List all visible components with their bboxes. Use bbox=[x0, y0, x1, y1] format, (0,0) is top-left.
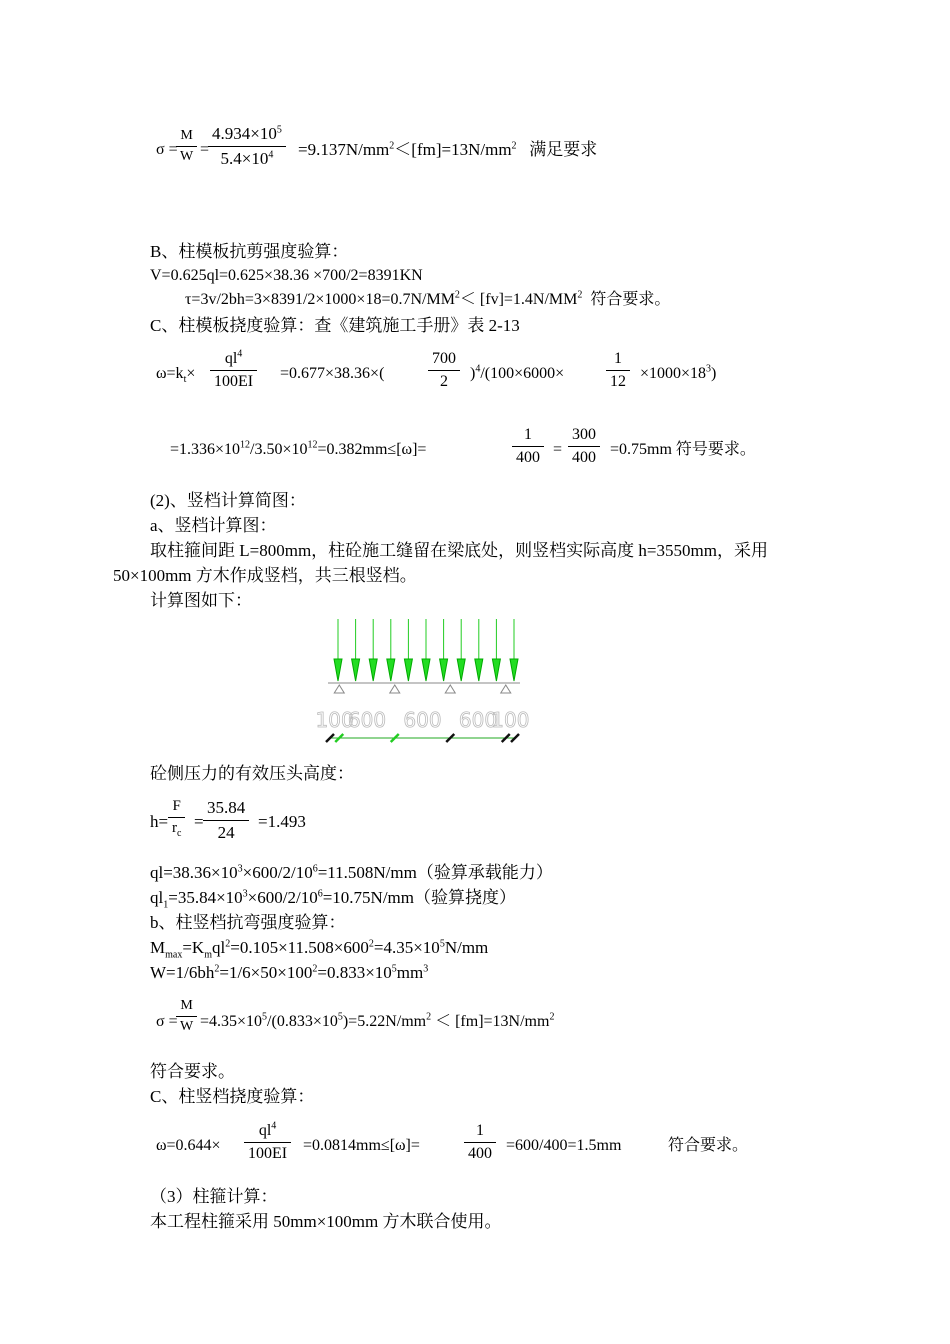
f3-d: =0.75mm 符号要求。 bbox=[610, 441, 756, 458]
line-mmax bbox=[150, 938, 489, 961]
supports bbox=[334, 685, 511, 693]
section-b-line1: V=0.625ql=0.625×38.36 ×700/2=8391KN bbox=[150, 267, 423, 284]
support-triangle bbox=[390, 685, 400, 693]
f5-w: W bbox=[180, 1019, 194, 1034]
f2-n2: 700 bbox=[432, 350, 456, 367]
b-line2-ok: 符合要求。 bbox=[590, 291, 671, 308]
support-triangle bbox=[334, 685, 344, 693]
w1d-exp: 3 bbox=[423, 963, 429, 975]
q2b-exp: 3 bbox=[242, 888, 248, 900]
f5-b: /(0.833×10 bbox=[267, 1013, 338, 1030]
q2b: =35.84×10 bbox=[168, 888, 243, 907]
f3-a: =1.336×10 bbox=[170, 441, 241, 458]
q2: ql bbox=[150, 888, 164, 907]
f3-n1: 1 bbox=[524, 426, 532, 443]
f1-lhs: σ = bbox=[156, 141, 178, 158]
load-arrow-head bbox=[475, 659, 483, 681]
f4-frac1 bbox=[168, 798, 185, 837]
f2-den: 100EI bbox=[214, 373, 254, 390]
f6-mid: =0.0814mm≤[ω]= bbox=[303, 1137, 420, 1154]
w1b: =1/6×50×100 bbox=[219, 963, 313, 982]
f2-n3: 1 bbox=[614, 350, 622, 367]
f2-times: × bbox=[186, 365, 196, 382]
f2-num: ql bbox=[224, 350, 238, 367]
dimension-labels bbox=[316, 708, 530, 732]
f2-num-exp: 4 bbox=[237, 348, 243, 360]
f1-num: 4.934×10 bbox=[212, 124, 277, 143]
f6-d2: 400 bbox=[468, 1145, 492, 1162]
support-triangle bbox=[501, 685, 511, 693]
f1-w: W bbox=[180, 149, 194, 164]
f2-d3: 12 bbox=[610, 373, 626, 390]
f5-m: M bbox=[180, 998, 193, 1013]
line-ql1 bbox=[150, 888, 517, 911]
f1-m: M bbox=[180, 128, 193, 143]
f6-ok: 符合要求。 bbox=[668, 1137, 749, 1154]
m1-sub: max bbox=[165, 949, 183, 961]
beam-diagram bbox=[300, 615, 560, 745]
section-2-sub: a、竖档计算图： bbox=[150, 516, 277, 535]
section-b2-title: b、柱竖档抗弯强度验算： bbox=[150, 913, 346, 932]
section-2-p1: 取柱箍间距 L=800mm，柱砼施工缝留在梁底处，则竖档实际高度 h=3550mm，采用 bbox=[150, 541, 768, 560]
f3-frac2 bbox=[568, 426, 600, 467]
f3-eq: = bbox=[553, 441, 563, 458]
f6-num-exp: 4 bbox=[271, 1120, 277, 1132]
f3-d1: 400 bbox=[516, 449, 540, 466]
f6-frac1 bbox=[244, 1122, 291, 1163]
span-label: 600 bbox=[458, 708, 498, 732]
section-2-p2: 50×100mm 方木作成竖档，共三根竖档。 bbox=[113, 566, 417, 585]
load-arrow-head bbox=[334, 659, 342, 681]
m1b-sub: m bbox=[204, 949, 212, 961]
load-arrow-head bbox=[352, 659, 360, 681]
m1b: =K bbox=[182, 938, 205, 957]
f2-tail3: ×1000×18 bbox=[640, 365, 707, 382]
f2-tail: ) bbox=[470, 365, 476, 382]
f1-ok: 满足要求 bbox=[529, 140, 598, 159]
f1-eq: = bbox=[200, 141, 210, 158]
m1e: =4.35×10 bbox=[373, 938, 440, 957]
m1f: N/mm bbox=[444, 938, 489, 957]
load-arrow-head bbox=[457, 659, 465, 681]
section-3b-p1: 本工程柱箍采用 50mm×100mm 方木联合使用。 bbox=[150, 1212, 502, 1231]
f4-n2: 35.84 bbox=[207, 798, 246, 817]
f6-n2: 1 bbox=[476, 1122, 484, 1139]
load-arrow-head bbox=[369, 659, 377, 681]
span-label: 600 bbox=[403, 708, 442, 732]
m1e-exp: 5 bbox=[439, 938, 445, 950]
f2-frac2 bbox=[428, 350, 460, 391]
load-arrows bbox=[334, 619, 518, 681]
w1-exp: 2 bbox=[214, 963, 220, 975]
q1b: ×600/2/10 bbox=[242, 863, 313, 882]
f2-frac3 bbox=[606, 350, 630, 391]
f5-d: ＜ [fm]=13N/mm bbox=[431, 1013, 550, 1030]
section-c-title: C、柱模板挠度验算：查《建筑施工手册》表 2-13 bbox=[150, 316, 520, 335]
f5-d-exp: 2 bbox=[549, 1011, 555, 1023]
b-line2-exp: 2 bbox=[454, 289, 460, 301]
section-b-title: B、柱模板抗剪强度验算： bbox=[150, 242, 349, 261]
f1-den: 5.4×10 bbox=[220, 149, 269, 168]
f5-lhs: σ = bbox=[156, 1013, 178, 1030]
f2-frac1 bbox=[210, 350, 257, 391]
f1-rhs2: ＜[fm]=13N/mm bbox=[394, 140, 512, 159]
q2c-exp: 6 bbox=[317, 888, 323, 900]
f6-frac2 bbox=[464, 1122, 496, 1163]
q1b-exp: 6 bbox=[312, 863, 318, 875]
section-b-line2 bbox=[185, 290, 670, 310]
b-line2-b: ＜ [fv]=1.4N/MM bbox=[459, 291, 578, 308]
span-label: 100 bbox=[491, 708, 530, 732]
b-line2-a: τ=3v/2bh=3×8391/2×1000×18=0.7N/MM bbox=[185, 291, 455, 308]
section-2-title: (2)、竖档计算简图： bbox=[150, 491, 306, 510]
m1c: ql bbox=[212, 938, 226, 957]
f4-n1: F bbox=[172, 798, 181, 814]
ok-text: 符合要求。 bbox=[150, 1062, 235, 1081]
f4-rhs: =1.493 bbox=[258, 812, 306, 831]
f3-a-exp: 12 bbox=[240, 439, 251, 451]
f5-c-exp: 2 bbox=[426, 1011, 432, 1023]
section-c2-title: C、柱竖档挠度验算： bbox=[150, 1087, 315, 1106]
span-label: 100 bbox=[315, 708, 354, 732]
f2-mid: =0.677×38.36×( bbox=[280, 365, 385, 382]
f1-rhs-exp: 2 bbox=[389, 140, 395, 152]
f3-c: =0.382mm≤[ω]= bbox=[317, 441, 427, 458]
f5-c: )=5.22N/mm bbox=[342, 1013, 427, 1030]
w1d: mm bbox=[396, 963, 424, 982]
f6-den: 100EI bbox=[248, 1145, 288, 1162]
load-arrow-head bbox=[510, 659, 518, 681]
f3-b-exp: 12 bbox=[307, 439, 318, 451]
w1c-exp: 5 bbox=[391, 963, 397, 975]
support-triangle bbox=[445, 685, 455, 693]
m1d: =0.105×11.508×600 bbox=[230, 938, 369, 957]
w1b-exp: 2 bbox=[312, 963, 318, 975]
f3-n2: 300 bbox=[572, 426, 596, 443]
f1-num-exp: 5 bbox=[276, 124, 282, 136]
f2-tail2: /(100×6000× bbox=[480, 365, 565, 382]
b-line2b-exp: 2 bbox=[577, 289, 583, 301]
m1c-exp: 2 bbox=[225, 938, 231, 950]
f4-d1: r bbox=[172, 820, 177, 836]
load-arrow-head bbox=[387, 659, 395, 681]
f6-lhs: ω=0.644× bbox=[156, 1137, 221, 1154]
f3-b: /3.50×10 bbox=[250, 441, 308, 458]
f5-frac bbox=[176, 998, 197, 1035]
f4-frac2 bbox=[203, 798, 249, 843]
section-3-title: 砼侧压力的有效压头高度： bbox=[150, 764, 354, 783]
q1c: =11.508N/mm（验算承载能力） bbox=[317, 863, 553, 882]
f5-a-exp: 5 bbox=[262, 1011, 268, 1023]
f2-tail-exp: 4 bbox=[475, 363, 481, 375]
f3-frac1 bbox=[512, 426, 544, 467]
f2-d2: 2 bbox=[440, 373, 448, 390]
m1d-exp: 2 bbox=[368, 938, 374, 950]
load-arrow-head bbox=[492, 659, 500, 681]
m1: M bbox=[150, 938, 166, 957]
f1-num-frac bbox=[208, 124, 286, 169]
span-label: 600 bbox=[347, 708, 387, 732]
f5-b-exp: 5 bbox=[337, 1011, 343, 1023]
f4-eq: = bbox=[194, 812, 204, 831]
f1-rhs2-exp: 2 bbox=[511, 140, 517, 152]
f6-rhs: =600/400=1.5mm bbox=[506, 1137, 622, 1154]
q2d: =10.75N/mm（验算挠度） bbox=[322, 888, 517, 907]
f2-tail3-exp: 3 bbox=[706, 363, 712, 375]
f2-lhs: ω=k bbox=[156, 365, 184, 382]
f5-a: =4.35×10 bbox=[200, 1013, 263, 1030]
q2c: ×600/2/10 bbox=[247, 888, 318, 907]
f1-mw-frac bbox=[176, 128, 197, 165]
f4-lhs: h= bbox=[150, 812, 169, 831]
line-ql bbox=[150, 863, 553, 883]
load-arrow-head bbox=[404, 659, 412, 681]
f4-d1-sub: c bbox=[177, 828, 182, 839]
f1-rhs: =9.137N/mm bbox=[298, 140, 390, 159]
w1: W=1/6bh bbox=[150, 963, 215, 982]
f1-den-exp: 4 bbox=[268, 149, 274, 161]
q1-exp: 3 bbox=[237, 863, 243, 875]
q1: ql=38.36×10 bbox=[150, 863, 238, 882]
f2-lhs-sub: t bbox=[183, 374, 187, 386]
load-arrow-head bbox=[440, 659, 448, 681]
f4-d2: 24 bbox=[217, 823, 235, 842]
section-3b-title: （3）柱箍计算： bbox=[150, 1187, 278, 1206]
f6-num: ql bbox=[258, 1122, 272, 1139]
w1c: =0.833×10 bbox=[317, 963, 392, 982]
f3-d2: 400 bbox=[572, 449, 596, 466]
f2-tail4: ) bbox=[711, 365, 717, 382]
q2-sub: 1 bbox=[163, 899, 169, 911]
section-2-p3: 计算图如下： bbox=[150, 591, 252, 610]
line-w bbox=[150, 963, 428, 983]
load-arrow-head bbox=[422, 659, 430, 681]
